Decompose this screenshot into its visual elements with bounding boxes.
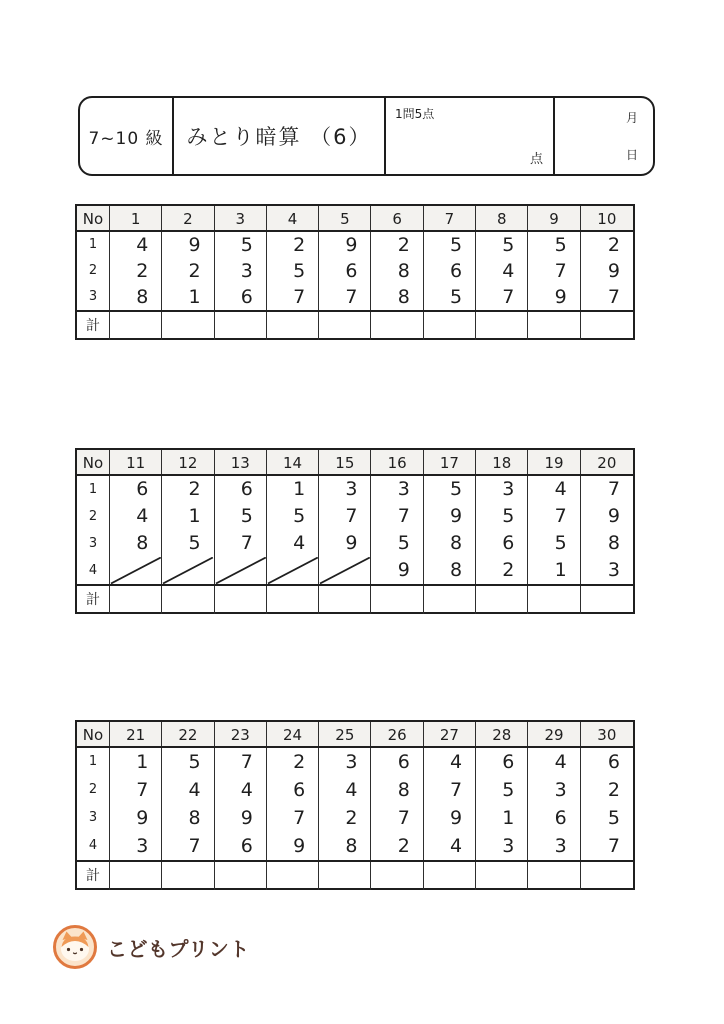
strike-slash	[110, 557, 161, 584]
problem-table-1	[75, 204, 635, 340]
addend-cell: 3	[502, 478, 515, 500]
addend-cell: 6	[240, 835, 253, 857]
addend-column	[424, 476, 476, 584]
column-number-header: 7	[424, 206, 476, 230]
addend-cell: 1	[293, 478, 306, 500]
addend-cell: 7	[293, 807, 306, 829]
table-total-row	[77, 860, 633, 888]
addend-cell: 3	[240, 260, 253, 282]
addend-cell: 8	[607, 532, 620, 554]
addend-cell: 7	[345, 286, 358, 308]
addend-cell: 5	[554, 532, 567, 554]
addend-cell: 6	[607, 751, 620, 773]
addend-cell: 7	[397, 807, 410, 829]
addend-cell: 4	[136, 234, 149, 256]
total-answer-cell	[319, 312, 371, 340]
addend-cell: 4	[554, 478, 567, 500]
addend-cell: 7	[554, 260, 567, 282]
addend-cell: 4	[450, 835, 463, 857]
addend-column	[110, 748, 162, 860]
worksheet-header	[78, 96, 655, 176]
row-number-label: 1	[88, 237, 98, 252]
addend-cell: 7	[502, 286, 515, 308]
column-number-header: 23	[215, 722, 267, 746]
addend-cell: 9	[554, 286, 567, 308]
strike-slash	[319, 557, 370, 584]
column-number-header: 22	[162, 722, 214, 746]
addend-cell: 5	[293, 260, 306, 282]
addend-cell: 9	[240, 807, 253, 829]
addend-column	[267, 748, 319, 860]
total-answer-cell	[476, 586, 528, 614]
total-answer-cell	[371, 586, 423, 614]
addend-cell: 8	[397, 260, 410, 282]
date-box	[553, 98, 653, 174]
total-answer-cell	[162, 312, 214, 340]
addend-cell: 5	[502, 505, 515, 527]
brand-name: こどもプリント	[107, 936, 250, 961]
total-answer-cell	[267, 586, 319, 614]
column-number-header: 28	[476, 722, 528, 746]
column-number-header: 27	[424, 722, 476, 746]
column-number-header: 18	[476, 450, 528, 474]
column-number-header: 14	[267, 450, 319, 474]
addend-cell: 5	[240, 505, 253, 527]
problem-table-3	[75, 720, 635, 890]
addend-cell: 7	[554, 505, 567, 527]
addend-column	[371, 476, 423, 584]
addend-column	[319, 232, 371, 310]
addend-cell: 2	[293, 234, 306, 256]
no-header-cell: No	[77, 450, 110, 474]
addend-cell: 8	[397, 779, 410, 801]
total-answer-cell	[528, 862, 580, 890]
addend-cell: 4	[502, 260, 515, 282]
addend-cell: 6	[554, 807, 567, 829]
addend-cell: 5	[240, 234, 253, 256]
addend-cell: 7	[607, 835, 620, 857]
column-number-header: 4	[267, 206, 319, 230]
addend-cell: 6	[397, 751, 410, 773]
column-number-header: 11	[110, 450, 162, 474]
addend-cell: 6	[450, 260, 463, 282]
table-header-row	[77, 206, 633, 232]
score-box	[384, 98, 553, 174]
addend-column	[319, 476, 371, 584]
addend-cell: 6	[240, 286, 253, 308]
addend-cell: 5	[502, 234, 515, 256]
addend-column	[319, 748, 371, 860]
column-number-header: 12	[162, 450, 214, 474]
column-number-header: 19	[528, 450, 580, 474]
addend-column	[424, 748, 476, 860]
grade-label: 7~10 級	[88, 128, 164, 149]
total-answer-cell	[476, 312, 528, 340]
total-answer-cell	[528, 586, 580, 614]
row-number-label: 3	[88, 536, 98, 551]
addend-column	[371, 232, 423, 310]
addend-cell: 2	[502, 559, 515, 581]
addend-cell: 8	[450, 559, 463, 581]
addend-column	[476, 232, 528, 310]
addend-column	[162, 476, 214, 584]
row-number-label: 3	[88, 810, 98, 825]
total-answer-cell	[581, 586, 633, 614]
addend-cell: 5	[293, 505, 306, 527]
row-number-label: 4	[88, 563, 98, 578]
addend-column	[162, 748, 214, 860]
total-answer-cell	[424, 862, 476, 890]
addend-cell: 6	[502, 751, 515, 773]
addend-cell: 7	[293, 286, 306, 308]
total-answer-cell	[267, 862, 319, 890]
addend-column	[267, 232, 319, 310]
addend-column	[581, 232, 633, 310]
row-number-label: 1	[88, 482, 98, 497]
addend-column	[371, 748, 423, 860]
addend-cell: 5	[450, 478, 463, 500]
column-number-header: 25	[319, 722, 371, 746]
addend-column	[110, 232, 162, 310]
addend-column	[424, 232, 476, 310]
addend-cell: 5	[188, 751, 201, 773]
addend-cell: 4	[240, 779, 253, 801]
addend-cell: 6	[345, 260, 358, 282]
addend-cell: 7	[240, 532, 253, 554]
addend-cell: 6	[502, 532, 515, 554]
addend-cell: 2	[607, 234, 620, 256]
addend-cell: 9	[450, 505, 463, 527]
addend-cell: 7	[450, 779, 463, 801]
addend-cell: 9	[607, 505, 620, 527]
column-number-header: 8	[476, 206, 528, 230]
addend-cell: 9	[345, 532, 358, 554]
row-label-column	[77, 476, 110, 584]
addend-column	[581, 476, 633, 584]
column-number-header: 13	[215, 450, 267, 474]
addend-column	[528, 476, 580, 584]
addend-column	[110, 476, 162, 584]
table-total-row	[77, 310, 633, 338]
total-answer-cell	[528, 312, 580, 340]
table-body-row	[77, 232, 633, 310]
addend-cell: 6	[293, 779, 306, 801]
total-answer-cell	[371, 862, 423, 890]
total-answer-cell	[110, 312, 162, 340]
addend-column	[215, 476, 267, 584]
row-number-label: 2	[88, 782, 98, 797]
addend-cell: 2	[188, 478, 201, 500]
addend-cell: 9	[293, 835, 306, 857]
addend-cell: 8	[345, 835, 358, 857]
addend-cell: 3	[502, 835, 515, 857]
total-answer-cell	[110, 862, 162, 890]
total-answer-cell	[581, 312, 633, 340]
addend-cell: 7	[607, 478, 620, 500]
cat-mascot-icon	[52, 924, 98, 970]
addend-cell: 1	[502, 807, 515, 829]
addend-cell: 8	[450, 532, 463, 554]
row-number-label: 3	[88, 289, 98, 304]
total-answer-cell	[267, 312, 319, 340]
addend-cell: 7	[188, 835, 201, 857]
addend-cell: 4	[554, 751, 567, 773]
addend-cell: 6	[136, 478, 149, 500]
addend-cell: 5	[607, 807, 620, 829]
addend-cell: 3	[397, 478, 410, 500]
addend-cell: 7	[397, 505, 410, 527]
addend-cell: 5	[188, 532, 201, 554]
worksheet-title: みとり暗算 （6）	[172, 98, 384, 174]
total-answer-cell	[215, 862, 267, 890]
total-label: 計	[77, 862, 110, 890]
addend-cell: 5	[450, 286, 463, 308]
addend-cell: 4	[345, 779, 358, 801]
addend-cell: 9	[345, 234, 358, 256]
addend-cell: 3	[607, 559, 620, 581]
addend-column	[528, 232, 580, 310]
addend-cell: 9	[607, 260, 620, 282]
addend-cell: 2	[345, 807, 358, 829]
column-number-header: 17	[424, 450, 476, 474]
column-number-header: 16	[371, 450, 423, 474]
table-header-row	[77, 722, 633, 748]
addend-cell: 1	[188, 505, 201, 527]
row-number-label: 1	[88, 754, 98, 769]
total-answer-cell	[215, 586, 267, 614]
total-answer-cell	[476, 862, 528, 890]
addend-cell: 8	[136, 286, 149, 308]
total-answer-cell	[319, 862, 371, 890]
row-number-label: 2	[88, 509, 98, 524]
addend-cell: 3	[554, 835, 567, 857]
addend-cell: 9	[136, 807, 149, 829]
day-label: 日	[625, 148, 638, 162]
month-label: 月	[625, 111, 638, 125]
addend-cell: 5	[450, 234, 463, 256]
column-number-header: 20	[597, 454, 617, 472]
strike-slash	[162, 557, 213, 584]
total-answer-cell	[319, 586, 371, 614]
column-number-header: 24	[267, 722, 319, 746]
total-answer-cell	[581, 862, 633, 890]
addend-cell: 3	[345, 478, 358, 500]
total-answer-cell	[162, 586, 214, 614]
column-number-header: 21	[110, 722, 162, 746]
addend-column	[476, 476, 528, 584]
total-answer-cell	[215, 312, 267, 340]
column-number-header: 29	[528, 722, 580, 746]
points-per-question-label: 1問5点	[395, 107, 435, 121]
column-number-header: 30	[597, 726, 617, 744]
column-number-header: 3	[215, 206, 267, 230]
column-number-header: 5	[319, 206, 371, 230]
addend-cell: 8	[188, 807, 201, 829]
addend-cell: 3	[345, 751, 358, 773]
addend-cell: 2	[136, 260, 149, 282]
addend-cell: 9	[188, 234, 201, 256]
addend-cell: 1	[188, 286, 201, 308]
brand-logo	[52, 924, 250, 970]
addend-column	[581, 748, 633, 860]
no-header-cell: No	[77, 206, 110, 230]
addend-cell: 4	[136, 505, 149, 527]
row-label-column	[77, 748, 110, 860]
score-unit-label: 点	[529, 152, 543, 167]
row-label-column	[77, 232, 110, 310]
strike-slash	[267, 557, 318, 584]
total-label: 計	[77, 312, 110, 340]
table-body-row	[77, 748, 633, 860]
addend-cell: 5	[554, 234, 567, 256]
addend-cell: 7	[136, 779, 149, 801]
addend-cell: 5	[502, 779, 515, 801]
addend-column	[162, 232, 214, 310]
row-number-label: 4	[88, 838, 98, 853]
total-answer-cell	[110, 586, 162, 614]
column-number-header: 2	[162, 206, 214, 230]
problem-table-2	[75, 448, 635, 614]
addend-column	[528, 748, 580, 860]
addend-cell: 8	[397, 286, 410, 308]
column-number-header: 9	[528, 206, 580, 230]
row-number-label: 2	[88, 263, 98, 278]
addend-column	[476, 748, 528, 860]
addend-cell: 9	[450, 807, 463, 829]
total-answer-cell	[424, 312, 476, 340]
addend-column	[215, 748, 267, 860]
addend-cell: 2	[397, 835, 410, 857]
addend-cell: 2	[607, 779, 620, 801]
addend-cell: 4	[188, 779, 201, 801]
column-number-header: 6	[371, 206, 423, 230]
addend-cell: 4	[293, 532, 306, 554]
addend-cell: 7	[607, 286, 620, 308]
table-body-row	[77, 476, 633, 584]
addend-cell: 3	[554, 779, 567, 801]
addend-cell: 8	[136, 532, 149, 554]
addend-column	[267, 476, 319, 584]
strike-slash	[215, 557, 266, 584]
table-total-row	[77, 584, 633, 612]
addend-cell: 1	[554, 559, 567, 581]
addend-cell: 7	[240, 751, 253, 773]
table-header-row	[77, 450, 633, 476]
addend-cell: 7	[345, 505, 358, 527]
addend-cell: 6	[240, 478, 253, 500]
addend-cell: 5	[397, 532, 410, 554]
total-answer-cell	[162, 862, 214, 890]
addend-column	[215, 232, 267, 310]
column-number-header: 15	[319, 450, 371, 474]
addend-cell: 2	[188, 260, 201, 282]
addend-cell: 3	[136, 835, 149, 857]
column-number-header: 26	[371, 722, 423, 746]
addend-cell: 2	[293, 751, 306, 773]
addend-cell: 9	[397, 559, 410, 581]
total-answer-cell	[371, 312, 423, 340]
addend-cell: 2	[397, 234, 410, 256]
column-number-header: 1	[110, 206, 162, 230]
total-answer-cell	[424, 586, 476, 614]
addend-cell: 1	[136, 751, 149, 773]
addend-cell: 4	[450, 751, 463, 773]
total-label: 計	[77, 586, 110, 614]
column-number-header: 10	[597, 210, 617, 228]
no-header-cell: No	[77, 722, 110, 746]
